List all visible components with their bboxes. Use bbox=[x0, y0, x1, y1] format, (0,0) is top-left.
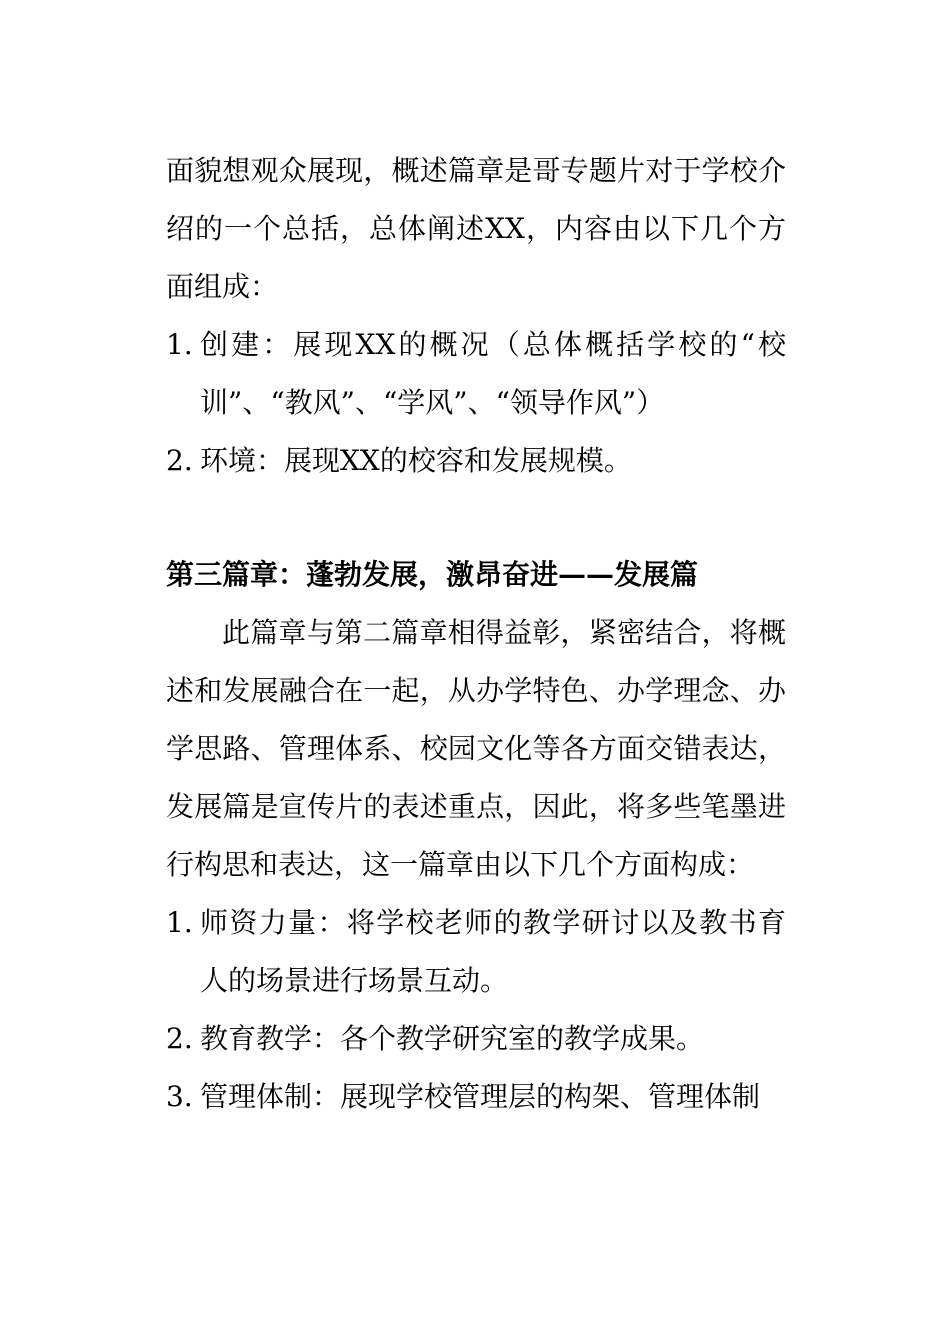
section-three-heading: 第三篇章：蓬勃发展，激昂奋进——发展篇 bbox=[166, 558, 699, 591]
section-three-body: 此篇章与第二篇章相得益彰，紧密结合，将概述和发展融合在一起，从办学特色、办学理念、办学思路、管理体系、校园文化等各方面交错表达，发展篇是宣传片的表述重点，因此，将多些笔墨进行构思和表达，这一篇章由以下几个方面构成： bbox=[166, 616, 786, 881]
list-number: 2. bbox=[166, 444, 193, 477]
list-item bbox=[166, 316, 786, 432]
list-text: 师资力量：将学校老师的教学研讨以及教书育人的场景进行场景互动。 bbox=[200, 906, 786, 997]
section-two-intro: 面貌想观众展现，概述篇章是哥专题片对于学校介绍的一个总括，总体阐述XX，内容由以下几个方面组成： bbox=[166, 154, 786, 303]
list-text: 环境：展现XX的校容和发展规模。 bbox=[200, 444, 632, 477]
paragraph-spacer bbox=[166, 490, 786, 546]
list-text: 创建：展现XX的概况（总体概括学校的“校训”、“教风”、“学风”、“领导作风”） bbox=[200, 328, 786, 419]
list-number: 1. bbox=[166, 906, 193, 939]
list-number: 2. bbox=[166, 1022, 193, 1055]
list-item bbox=[166, 432, 786, 490]
list-item bbox=[166, 894, 786, 1010]
list-number: 3. bbox=[166, 1080, 193, 1113]
list-number: 1. bbox=[166, 328, 193, 361]
list-text: 教育教学：各个教学研究室的教学成果。 bbox=[200, 1022, 705, 1055]
list-item bbox=[166, 1010, 786, 1068]
document-page bbox=[166, 142, 786, 1126]
list-text: 管理体制：展现学校管理层的构架、管理体制 bbox=[200, 1080, 761, 1113]
list-item bbox=[166, 1068, 786, 1126]
